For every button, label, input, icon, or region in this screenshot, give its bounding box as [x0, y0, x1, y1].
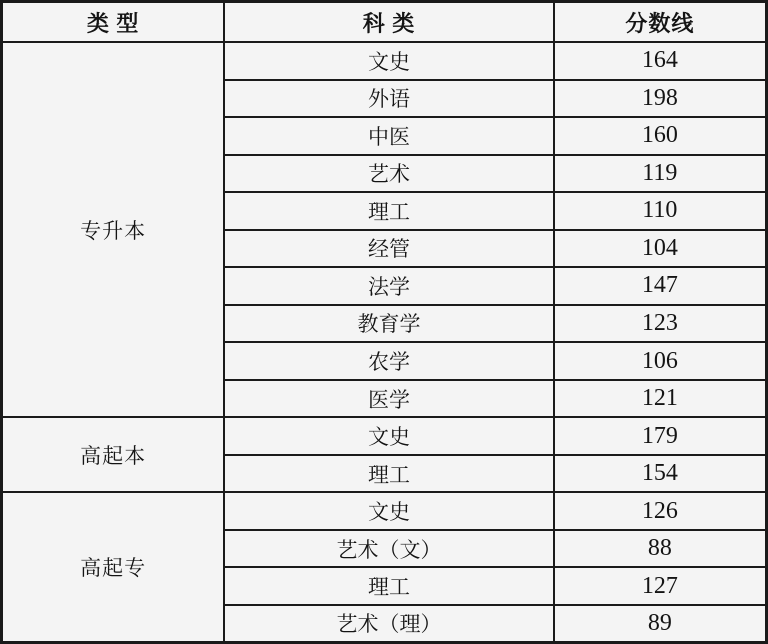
score-cell: 89	[554, 605, 767, 643]
subject-cell: 理工	[224, 192, 553, 230]
header-score: 分数线	[554, 2, 767, 43]
score-cell: 126	[554, 492, 767, 530]
score-cell: 88	[554, 530, 767, 568]
subject-cell: 农学	[224, 342, 553, 380]
subject-cell: 艺术（理）	[224, 605, 553, 643]
score-cell: 147	[554, 267, 767, 305]
subject-cell: 医学	[224, 380, 553, 418]
subject-cell: 理工	[224, 567, 553, 605]
score-cell: 119	[554, 155, 767, 193]
subject-cell: 理工	[224, 455, 553, 493]
table-header-row	[2, 2, 767, 43]
subject-cell: 中医	[224, 117, 553, 155]
score-cell: 110	[554, 192, 767, 230]
score-cell: 127	[554, 567, 767, 605]
header-subject: 科 类	[224, 2, 553, 43]
score-cell: 164	[554, 42, 767, 80]
subject-cell: 艺术（文）	[224, 530, 553, 568]
subject-cell: 经管	[224, 230, 553, 268]
subject-cell: 艺术	[224, 155, 553, 193]
subject-cell: 文史	[224, 492, 553, 530]
subject-cell: 文史	[224, 42, 553, 80]
header-type: 类 型	[2, 2, 225, 43]
score-cell: 123	[554, 305, 767, 343]
table-row	[2, 417, 767, 455]
subject-cell: 法学	[224, 267, 553, 305]
score-cell: 198	[554, 80, 767, 118]
table-row	[2, 492, 767, 530]
type-cell: 高起本	[2, 417, 225, 492]
type-cell: 高起专	[2, 492, 225, 642]
subject-cell: 外语	[224, 80, 553, 118]
table-body	[2, 42, 767, 643]
table-row	[2, 42, 767, 80]
score-cell: 121	[554, 380, 767, 418]
score-cell: 106	[554, 342, 767, 380]
type-cell: 专升本	[2, 42, 225, 417]
score-cell: 179	[554, 417, 767, 455]
score-cell: 104	[554, 230, 767, 268]
score-cell: 160	[554, 117, 767, 155]
score-cell: 154	[554, 455, 767, 493]
subject-cell: 文史	[224, 417, 553, 455]
subject-cell: 教育学	[224, 305, 553, 343]
